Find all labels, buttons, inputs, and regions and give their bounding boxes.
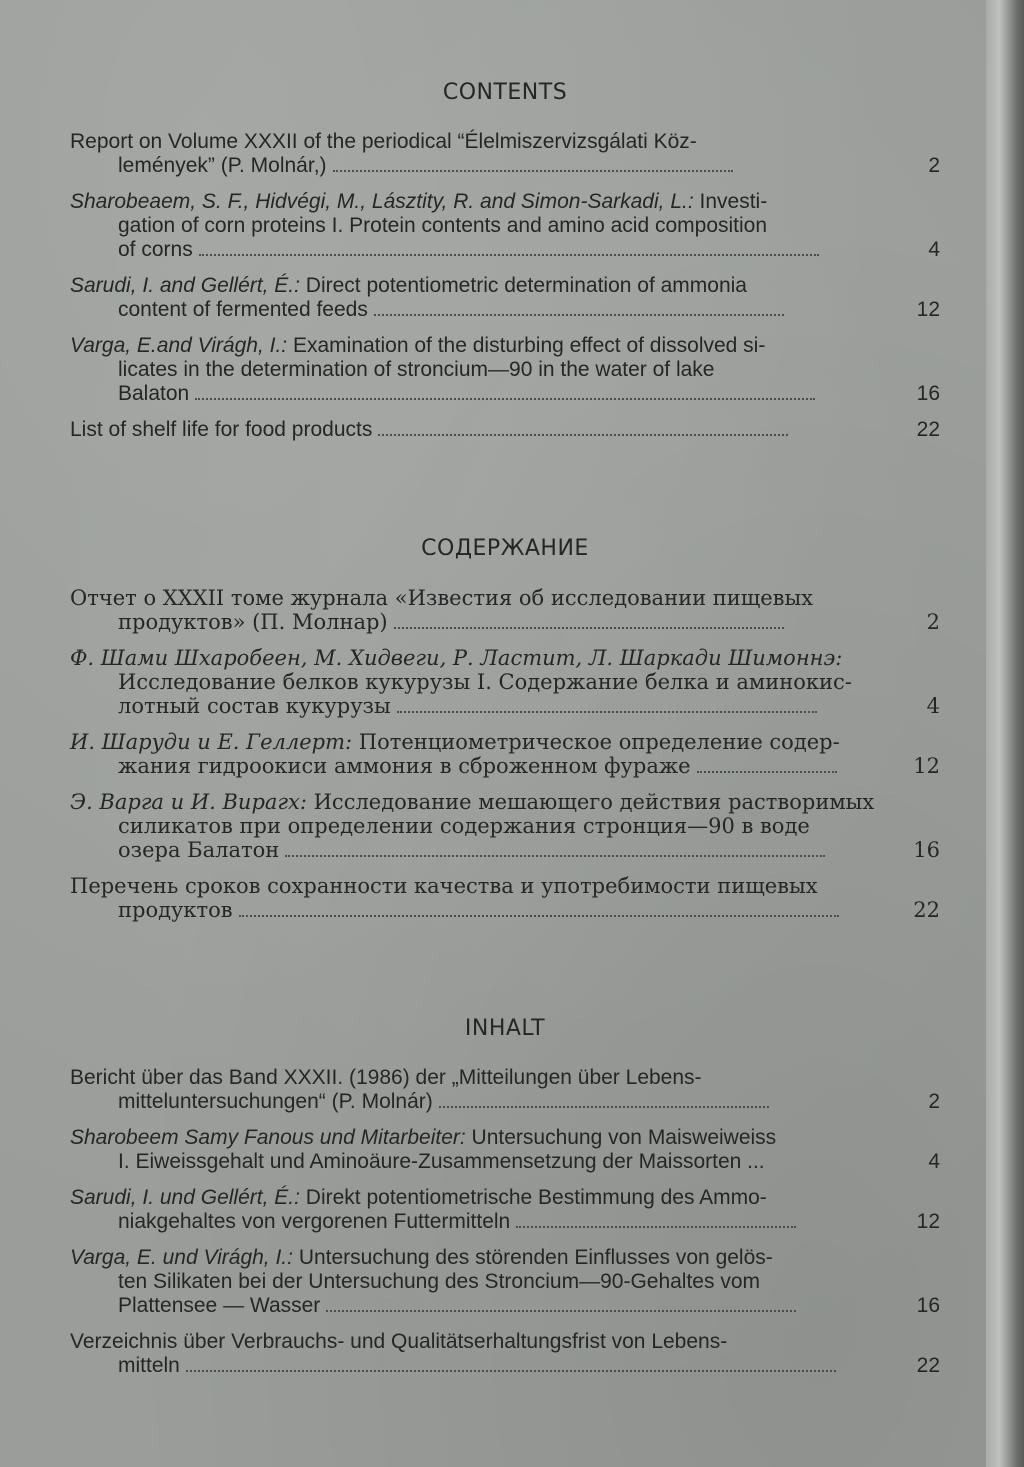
entry-line: Перечень сроков сохранности качества и употребимости пищевых	[70, 874, 818, 898]
entry-line: ten Silikaten bei der Untersuchung des Stroncium—90-Gehaltes vom	[118, 1270, 760, 1293]
entry-line: Investi-	[693, 190, 768, 213]
entry-line: силикатов при определении содержания стронция—90 в воде	[118, 814, 810, 838]
entry-line: Исследование белков кукурузы I. Содержание белка и аминокис-	[118, 670, 852, 694]
section-heading: СОДЕРЖАНИЕ	[421, 536, 589, 561]
page-number: 2	[926, 610, 940, 634]
entry-line: Untersuchung des störenden Einflusses von gelös-	[292, 1246, 773, 1269]
entry-authors: Varga, E. und Virágh, I.:	[70, 1246, 293, 1269]
dot-leader	[378, 430, 788, 436]
entry-line: Examination of the disturbing effect of dissolved si-	[287, 334, 766, 357]
entry-authors: Varga, E.and Virágh, I.:	[70, 334, 288, 357]
toc-entry	[70, 190, 940, 262]
page-number: 22	[916, 1354, 940, 1377]
entry-line: Direkt potentiometrische Bestimmung des Ammo-	[299, 1186, 767, 1209]
entry-line: mitteluntersuchungen“ (P. Molnár)	[118, 1090, 433, 1113]
entry-line: Verzeichnis über Verbrauchs- und Qualitätserhaltungsfrist von Lebens-	[70, 1330, 728, 1353]
entry-line: gation of corn proteins I. Protein contents and amino acid composition	[118, 214, 768, 237]
entry-authors: Sarudi, I. and Gellért, É.:	[70, 274, 300, 297]
dot-leader	[516, 1222, 796, 1228]
dot-leader	[397, 707, 817, 713]
page-number: 12	[916, 298, 940, 321]
toc-entry	[70, 1126, 940, 1174]
page-number: 2	[928, 1090, 940, 1113]
dot-leader	[374, 310, 784, 316]
section-heading: CONTENTS	[442, 80, 568, 105]
page-number: 4	[926, 694, 940, 718]
entry-line: продуктов	[118, 898, 233, 922]
entry-line: of corns	[118, 238, 193, 261]
dot-leader	[199, 250, 819, 256]
entry-line: Untersuchung von Maisweiweiss	[465, 1126, 777, 1149]
dot-leader	[697, 767, 837, 773]
page-number: 22	[916, 418, 940, 441]
dot-leader	[439, 1102, 769, 1108]
dot-leader	[285, 851, 825, 857]
toc-entry	[70, 130, 940, 178]
entry-line: жания гидроокиси аммония в сброженном фураже	[118, 754, 691, 778]
page-number: 22	[913, 898, 940, 922]
dot-leader	[195, 394, 815, 400]
page-number: 4	[928, 238, 940, 261]
toc-entry	[70, 790, 940, 862]
dot-leader	[394, 623, 784, 629]
entry-line: озера Балатон	[118, 838, 280, 862]
entry-authors: Э. Варга и И. Вирагх:	[70, 790, 307, 814]
entry-line: Plattensee — Wasser	[118, 1294, 321, 1317]
toc-entry	[70, 1330, 940, 1378]
page-number: 12	[916, 1210, 940, 1233]
entry-line: lemények” (P. Molnár,)	[118, 154, 327, 177]
page-number: 16	[916, 382, 940, 405]
entry-line: I. Eiweissgehalt und Aminoäure-Zusammensetzung der Maissorten ...	[118, 1150, 765, 1173]
entry-line: licates in the determination of stroncium—90 in the water of lake	[118, 358, 715, 381]
page-number: 16	[913, 838, 940, 862]
toc-entry	[70, 586, 940, 634]
entry-line: content of fermented feeds	[118, 298, 368, 321]
entry-line: Balaton	[118, 382, 190, 405]
entry-line: niakgehaltes von vergorenen Futtermitteln	[118, 1210, 511, 1233]
entry-authors: Sharobeem Samy Fanous und Mitarbeiter:	[70, 1126, 466, 1149]
toc-entry	[70, 730, 940, 778]
page-edge	[986, 0, 1024, 1467]
toc-entry	[70, 274, 940, 322]
section-heading: INHALT	[464, 1016, 546, 1041]
dot-leader	[326, 1306, 796, 1312]
toc-entry	[70, 874, 940, 922]
entry-line: лотный состав кукурузы	[118, 694, 391, 718]
page-number: 2	[928, 154, 940, 177]
entry-line: mitteln	[118, 1354, 180, 1377]
toc-entry	[70, 418, 940, 442]
dot-leader	[239, 911, 839, 917]
page-number: 4	[928, 1150, 940, 1173]
entry-authors: Sharobeaem, S. F., Hidvégi, M., Lásztity, R. and Simon-Sarkadi, L.:	[70, 190, 694, 213]
entry-line: Отчет о XXXII томе журнала «Известия об исследовании пищевых	[70, 586, 814, 610]
entry-line: Потенциометрическое определение содер-	[352, 730, 840, 754]
entry-line: Исследование мешающего действия растворимых	[306, 790, 875, 814]
entry-line: List of shelf life for food products	[70, 418, 373, 441]
toc-entry	[70, 1246, 940, 1318]
dot-leader	[333, 166, 733, 172]
toc-entry	[70, 1066, 940, 1114]
dot-leader	[186, 1366, 836, 1372]
toc-entry	[70, 1186, 940, 1234]
entry-authors: Ф. Шами Шхаробеен, М. Хидвеги, Р. Ластит, Л. Шаркади Шимоннэ:	[70, 646, 843, 670]
page-number: 12	[913, 754, 940, 778]
page-number: 16	[916, 1294, 940, 1317]
entry-line: Direct potentiometric determination of ammonia	[299, 274, 747, 297]
entry-line: Bericht über das Band XXXII. (1986) der „Mitteilungen über Lebens-	[70, 1066, 702, 1089]
entry-line: продуктов» (П. Молнар)	[118, 610, 388, 634]
entry-authors: Sarudi, I. und Gellért, É.:	[70, 1186, 300, 1209]
toc-entry	[70, 334, 940, 406]
toc-entry	[70, 646, 940, 718]
entry-authors: И. Шаруди и Е. Геллерт:	[70, 730, 353, 754]
entry-line: Report on Volume XXXII of the periodical “Élelmiszervizsgálati Köz-	[70, 130, 697, 153]
